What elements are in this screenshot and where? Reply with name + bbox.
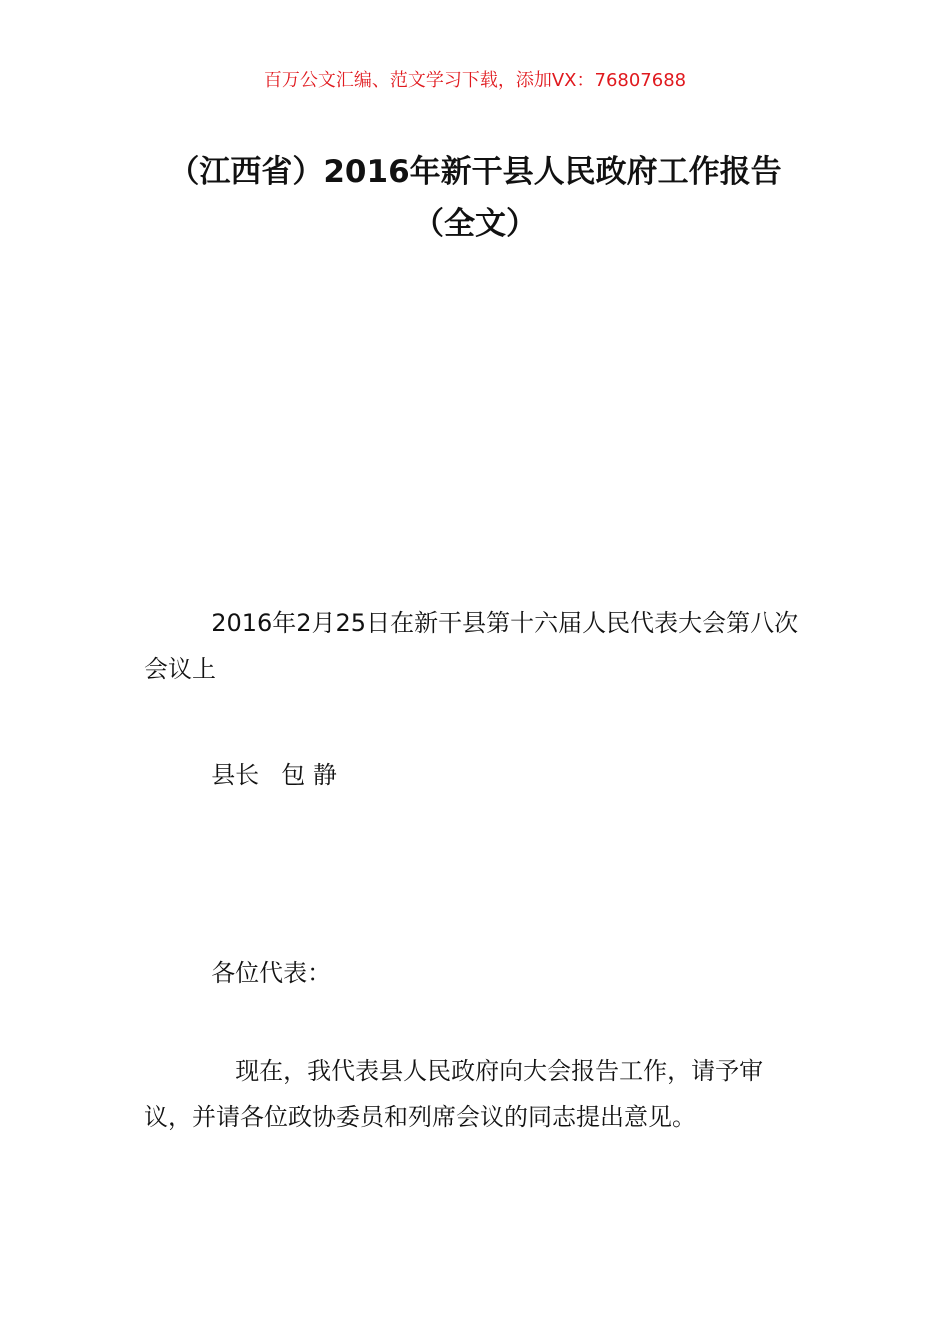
meeting-line: 2016年2月25日在新干县第十六届人民代表大会第八次会议上 xyxy=(144,609,799,683)
speaker-line xyxy=(144,752,808,798)
speaker-title: 县长 xyxy=(211,761,260,789)
document-title: （江西省）2016年新干县人民政府工作报告（全文） xyxy=(168,154,782,242)
salutation: 各位代表： xyxy=(211,959,332,987)
promo-header-note: 百万公文汇编、范文学习下载，添加VX：76807688 xyxy=(263,70,687,91)
speaker-name: 包 静 xyxy=(281,761,337,789)
opening-paragraph: 现在，我代表县人民政府向大会报告工作，请予审议，并请各位政协委员和列席会议的同志提出意见。 xyxy=(144,1057,764,1131)
